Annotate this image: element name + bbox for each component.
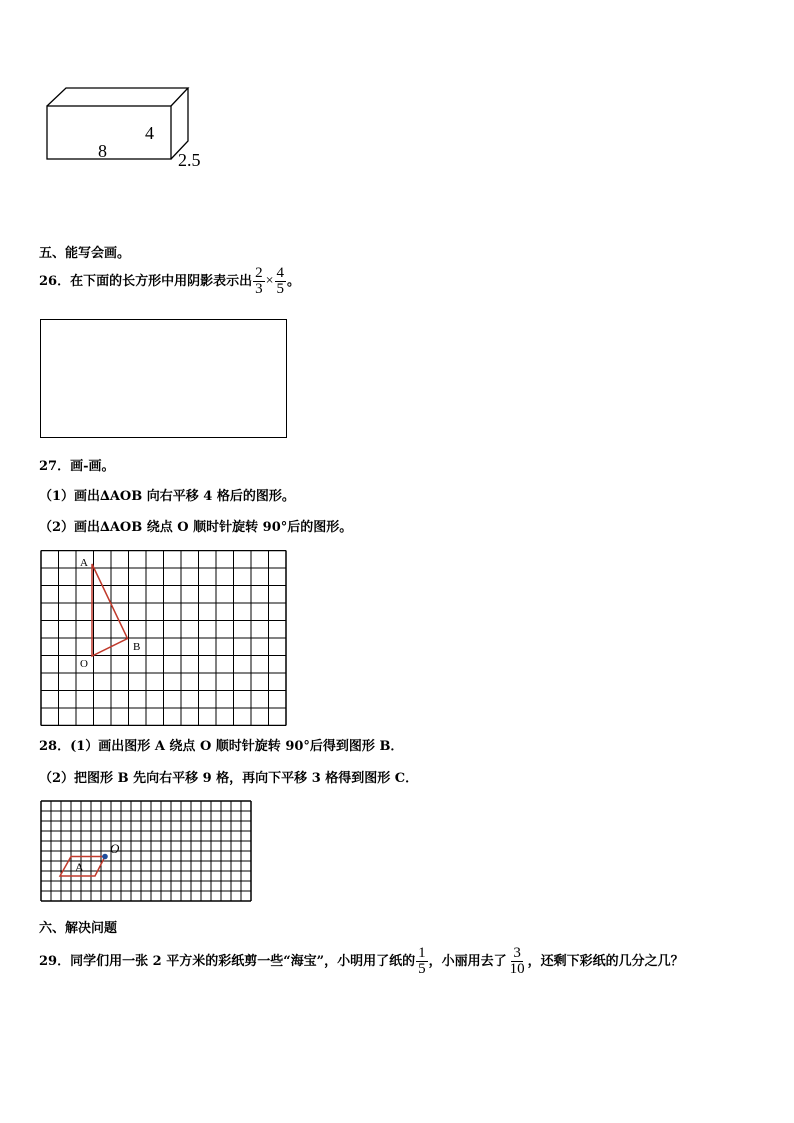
q29-part-c: ，还剩下彩纸的几分之几？	[527, 954, 684, 969]
q26-frac2-num: 4	[276, 265, 284, 281]
q26-frac1-den: 3	[255, 281, 263, 297]
q26-text	[39, 266, 300, 297]
point-a-label: A	[80, 557, 88, 569]
point-b-label: B	[133, 641, 141, 653]
q26-frac1-num: 2	[255, 265, 263, 281]
cuboid-depth-label: 2.5	[178, 150, 201, 170]
q26-fraction-1	[253, 266, 265, 297]
q29-fraction-2	[508, 946, 527, 977]
cuboid-side-face	[171, 88, 188, 159]
q27-part2: （2）画出∆AOB 绕点 O 顺时针旋转 90°后的图形。	[39, 520, 353, 535]
q29-text	[39, 946, 684, 977]
q28-part1: 28．(1）画出图形 A 绕点 O 顺时针旋转 90°后得到图形 B．	[39, 739, 404, 754]
q27-part1: （1）画出∆AOB 向右平移 4 格后的图形。	[39, 489, 295, 504]
shape-a-label: A	[75, 860, 84, 874]
q29-part-a: 29．同学们用一张 2 平方米的彩纸剪一些“海宝”，小明用了纸的	[39, 954, 416, 969]
section6-heading: 六、解决问题	[39, 921, 118, 936]
q29-part-b: ，小丽用去了	[428, 954, 507, 969]
section5-heading: 五、能写会画。	[39, 246, 131, 261]
point-o-label: O	[80, 658, 88, 670]
q26-frac2-den: 5	[276, 281, 284, 297]
q27-grid[interactable]	[40, 550, 288, 726]
cuboid-figure	[40, 82, 220, 177]
q26-suffix: 。	[287, 274, 301, 289]
q26-fraction-2	[275, 266, 287, 297]
q26-rectangle[interactable]	[40, 319, 287, 438]
cuboid-length-label: 8	[98, 141, 107, 161]
cuboid-top-face	[47, 88, 188, 106]
q28-grid[interactable]	[40, 800, 254, 910]
triangle-aob	[92, 564, 128, 656]
q28-part2: （2）把图形 B 先向右平移 9 格，再向下平移 3 格得到图形 C．	[39, 771, 419, 786]
q29-frac1-den: 5	[418, 961, 426, 977]
cuboid-height-label: 4	[145, 123, 154, 143]
q29-frac2-den: 10	[509, 961, 525, 977]
q29-frac1-num: 1	[418, 945, 426, 961]
q26-operator: ×	[265, 273, 274, 289]
q29-frac2-num: 3	[513, 945, 521, 961]
q29-fraction-1	[416, 946, 428, 977]
q27-title: 27．画-画。	[39, 459, 115, 474]
q26-prefix: 26．在下面的长方形中用阴影表示出	[39, 274, 253, 289]
point-o-label-q28: O	[110, 841, 120, 856]
point-o-dot	[102, 854, 108, 860]
